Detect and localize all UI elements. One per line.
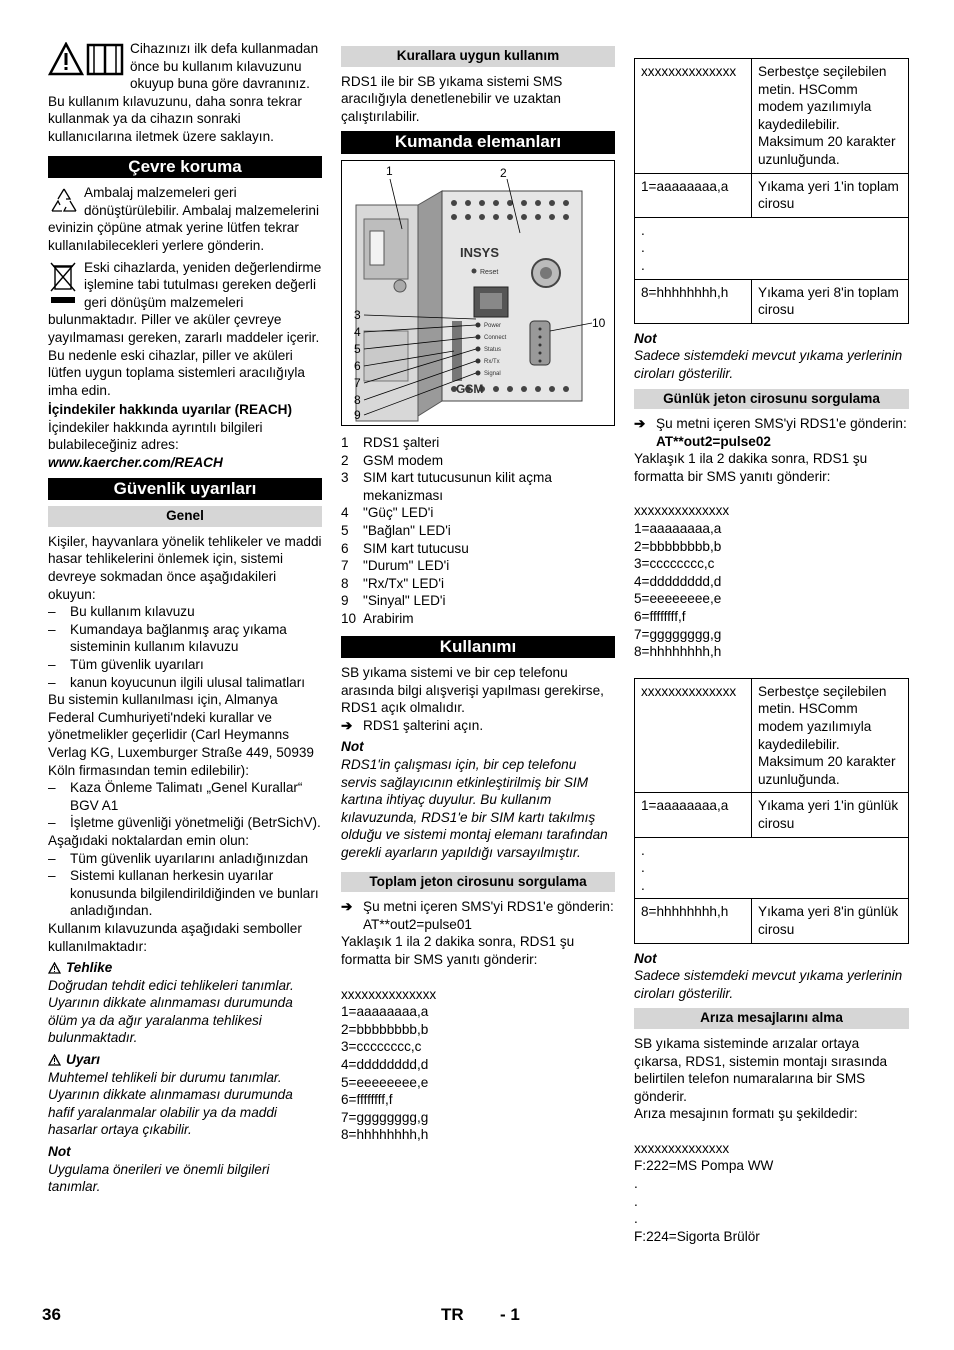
list-item: 1 RDS1 şalteri bbox=[341, 434, 440, 450]
note-text: RDS1'in çalışması için, bir cep telefonu servis sağlayıcının etkinleştirilmiş bir SIM kartına ihtiyaç duyulur. Bu kullanım kılavuzunda, RDS1'e bir SIM kartı takılmış olduğu ve sistemi montaj elemanı tarafından gerekli ayarların yapıldığı varsayılmıştır. bbox=[341, 757, 608, 861]
note-heading: Not bbox=[341, 739, 364, 755]
note-text: Sadece sistemdeki mevcut yıkama yerlerinin ciroları gösterilir. bbox=[634, 348, 903, 381]
led-label: Connect bbox=[484, 334, 507, 341]
table-row: . . . bbox=[635, 837, 909, 899]
parts-list bbox=[341, 434, 615, 628]
callout-7: 7 bbox=[354, 375, 361, 390]
note-heading: Not bbox=[634, 950, 657, 966]
column-1 bbox=[48, 40, 322, 1196]
page-number: 36 bbox=[42, 1305, 61, 1324]
section-title-safety: Güvenlik uyarıları bbox=[48, 478, 322, 501]
daily-query-command: AT**out2=pulse02 bbox=[656, 433, 771, 449]
callout-2: 2 bbox=[500, 165, 507, 180]
list-item: 5 "Bağlan" LED'i bbox=[341, 522, 451, 538]
daily-query-paragraph: Yaklaşık 1 ila 2 dakika sonra, RDS1 şu formatta bir SMS yanıtı gönderir: bbox=[634, 451, 868, 484]
fault-paragraph-2: Arıza mesajının formatı şu şekildedir: bbox=[634, 1106, 858, 1122]
note-heading: Not bbox=[48, 1144, 71, 1160]
subsection-title-general: Genel bbox=[48, 506, 322, 527]
list-item: 9 "Sinyal" LED'i bbox=[341, 593, 446, 609]
note-text: Uygulama önerileri ve önemli bilgileri tanımlar. bbox=[48, 1161, 270, 1195]
table-row: 8=hhhhhhhh,h Yıkama yeri 8'in günlük cirosu bbox=[635, 899, 909, 943]
total-response-table bbox=[634, 58, 909, 324]
list-item: 4 "Güç" LED'i bbox=[341, 505, 434, 521]
env-paragraph-1: Ambalaj malzemeleri geri dönüştürülebilir. Ambalaj malzemelerini evinizin çöpüne atmak yerine lütfen tekrar kullanılabilecekleri yerlere gönderin. bbox=[48, 185, 319, 253]
intro-block bbox=[48, 40, 322, 146]
list-item: – İşletme güvenliği yönetmeliği (BetrSichV). bbox=[48, 815, 321, 831]
callout-8: 8 bbox=[354, 392, 361, 407]
table-row: xxxxxxxxxxxxxx Serbestçe seçilebilen metin. HSComm modem yazılımıyla kaydedilebilir. Maksimum 20 karakter uzunluğunda. bbox=[635, 59, 909, 174]
reset-label: Reset bbox=[480, 268, 499, 276]
warning-heading: Uyarı bbox=[48, 1051, 322, 1069]
total-query-command: AT**out2=pulse01 bbox=[363, 916, 472, 932]
subsection-title-daily-query: Günlük jeton cirosunu sorgulama bbox=[634, 389, 909, 410]
general-list-2 bbox=[48, 779, 322, 832]
led-label: Power bbox=[484, 322, 502, 329]
list-item: 7 "Durum" LED'i bbox=[341, 558, 450, 574]
total-query-step: ➔ Şu metni içeren SMS'yi RDS1'e gönderin: bbox=[341, 899, 614, 915]
note-heading: Not bbox=[634, 330, 657, 346]
list-item: 10 Arabirim bbox=[341, 610, 414, 626]
led-label: Rx/Tx bbox=[484, 358, 500, 365]
warning-text: Muhtemel tehlikeli bir durumu tanımlar. Uyarının dikkate alınmaması durumunda hafif yaralanmalar olabilir ya da maddi hasarlar ortaya çıkabilir. bbox=[48, 1069, 293, 1138]
usage-step: ➔ RDS1 şalterini açın. bbox=[341, 717, 484, 733]
list-item: – kanun koyucunun ilgili ulusal talimatları bbox=[48, 674, 305, 690]
subsection-title-fault-messages: Arıza mesajlarını alma bbox=[634, 1008, 909, 1029]
general-paragraph-1: Kişiler, hayvanlara yönelik tehlikeler ve maddi hasar tehlikelerini önlemek için, sistemi devreye sokmadan önce aşağıdakileri okuyun: bbox=[48, 533, 322, 602]
section-title-environment: Çevre koruma bbox=[48, 156, 322, 179]
list-item: – Kumandaya bağlanmış araç yıkama sisteminin kullanım kılavuzu bbox=[48, 621, 287, 655]
callout-4: 4 bbox=[354, 324, 361, 339]
callout-3: 3 bbox=[354, 307, 361, 322]
subsection-title-intended-use: Kurallara uygun kullanım bbox=[341, 46, 615, 67]
led-label: Signal bbox=[484, 370, 501, 377]
daily-response-table bbox=[634, 678, 909, 944]
callout-1: 1 bbox=[386, 163, 393, 178]
arrow-icon: ➔ bbox=[634, 416, 646, 432]
warning-triangle-icon bbox=[48, 962, 61, 974]
callout-9: 9 bbox=[354, 407, 361, 422]
reach-title: İçindekiler hakkında uyarılar (REACH) bbox=[48, 402, 293, 418]
general-list-3 bbox=[48, 850, 322, 920]
usage-paragraph: SB yıkama sistemi ve bir cep telefonu arasında bilgi alışverişi yapılması gerekirse, RDS1 açık olmalıdır. bbox=[341, 665, 604, 716]
callout-10: 10 bbox=[592, 315, 606, 330]
list-item: – Tüm güvenlik uyarıları bbox=[48, 657, 204, 672]
device-illustration bbox=[342, 161, 614, 423]
table-row: 1=aaaaaaaa,a Yıkama yeri 1'in toplam cirosu bbox=[635, 173, 909, 217]
general-paragraph-3: Aşağıdaki noktalardan emin olun: bbox=[48, 832, 250, 848]
table-row: 8=hhhhhhhh,h Yıkama yeri 8'in toplam cirosu bbox=[635, 279, 909, 323]
list-item: – Sistemi kullanan herkesin uyarılar konusunda bilgilendirildiğinden ve bunları anladığından. bbox=[48, 868, 319, 919]
warning-book-icon bbox=[48, 42, 126, 76]
fault-paragraph-1: SB yıkama sisteminde arızalar ortaya çıkarsa, RDS1, sistemin montajı sırasında belirtilen telefon numaralarına bir SMS gönderir. bbox=[634, 1035, 888, 1104]
list-item: – Tüm güvenlik uyarılarını anladığınızdan bbox=[48, 850, 309, 866]
intro-text: Cihazınızı ilk defa kullanmadan önce bu kullanım kılavuzunu okuyup buna göre davranınız. Bu kullanım kılavuzunu, daha sonra tekrar kullanmak ya da cihazın sonraki kullanıcılarına iletmek üzere saklayın. bbox=[48, 41, 319, 144]
list-item: – Kaza Önleme Talimatı „Genel Kurallar“ BGV A1 bbox=[48, 780, 303, 813]
general-list-1 bbox=[48, 603, 322, 691]
general-paragraph-2: Bu sistemin kullanılması için, Almanya Federal Cumhuriyeti'ndeki kurallar ve yönetmelikler geçerlidir (Carl Heymanns Verlag KG, Luxemburger Straße 449, 50939 Köln firmasından temin edilebilir): bbox=[48, 692, 314, 778]
danger-heading: Tehlike bbox=[48, 959, 322, 977]
general-paragraph-4: Kullanım kılavuzunda aşağıdaki semboller kullanılmaktadır: bbox=[48, 920, 302, 954]
daily-query-step: ➔ Şu metni içeren SMS'yi RDS1'e gönderin: bbox=[634, 416, 907, 432]
arrow-icon: ➔ bbox=[341, 717, 353, 733]
column-2 bbox=[341, 40, 615, 1144]
column-3 bbox=[634, 58, 909, 1245]
intended-use-text: RDS1 ile bir SB yıkama sistemi SMS aracılığıyla denetlenebilir ve uzaktan çalıştırılabilir. bbox=[341, 73, 563, 124]
reach-url[interactable]: www.kaercher.com/REACH bbox=[48, 455, 223, 471]
danger-text: Doğrudan tehdit edici tehlikeleri tanımlar. Uyarının dikkate alınmaması durumunda ölüm ya da ağır yaralanma tehlikesi bulunmaktadır. bbox=[48, 977, 294, 1046]
reach-text: İçindekiler hakkında ayrıntılı bilgileri bulabileceğiniz adres: bbox=[48, 419, 263, 453]
total-query-response: xxxxxxxxxxxxxx 1=aaaaaaaa,a 2=bbbbbbbb,b 3=cccccccc,c 4=dddddddd,d 5=eeeeeeee,e 6=ffffffff,f 7=gggggggg,g 8=hhhhhhhh,h bbox=[341, 986, 437, 1143]
list-item: – Bu kullanım kılavuzu bbox=[48, 604, 195, 620]
crossed-bin-icon bbox=[48, 261, 78, 305]
total-query-paragraph: Yaklaşık 1 ila 2 dakika sonra, RDS1 şu formatta bir SMS yanıtı gönderir: bbox=[341, 934, 575, 967]
callout-5: 5 bbox=[354, 341, 361, 356]
table-row: . . . bbox=[635, 217, 909, 279]
daily-query-response: xxxxxxxxxxxxxx 1=aaaaaaaa,a 2=bbbbbbbb,b 3=cccccccc,c 4=dddddddd,d 5=eeeeeeee,e 6=ffffffff,f 7=gggggggg,g 8=hhhhhhhh,h bbox=[634, 503, 730, 660]
note-text: Sadece sistemdeki mevcut yıkama yerlerinin ciroları gösterilir. bbox=[634, 968, 903, 1001]
warning-triangle-icon bbox=[48, 1054, 61, 1066]
list-item: 8 "Rx/Tx" LED'i bbox=[341, 575, 444, 591]
device-figure bbox=[341, 160, 615, 426]
language-code: TR bbox=[441, 1305, 464, 1324]
callout-6: 6 bbox=[354, 358, 361, 373]
led-label: Status bbox=[484, 346, 502, 353]
page-sub-number: - 1 bbox=[500, 1305, 520, 1324]
env-paragraph-2: Eski cihazlarda, yeniden değerlendirme işlemine tabi tutulması gereken değerli geri dönüşüm malzemeleri bulunmaktadır. Piller ve aküler çevreye yayılmaması gereken, zararlı maddeler içerir. Bu nedenle eski cihazlar, piller ve aküleri lütfen uygun toplama sistemleri aracılığıyla imha edin. bbox=[48, 259, 322, 398]
brand-label: INSYS bbox=[460, 244, 500, 260]
gsm-label: GSM bbox=[456, 381, 484, 396]
list-item: 2 GSM modem bbox=[341, 452, 444, 468]
list-item: 3 SIM kart tutucusunun kilit açma mekanizması bbox=[341, 470, 552, 503]
fault-message-format: xxxxxxxxxxxxxx F:222=MS Pompa WW . . . F:224=Sigorta Brülör bbox=[634, 1140, 774, 1244]
subsection-title-total-query: Toplam jeton cirosunu sorgulama bbox=[341, 872, 615, 893]
list-item: 6 SIM kart tutucusu bbox=[341, 540, 469, 556]
recycle-icon bbox=[48, 186, 80, 218]
table-row: xxxxxxxxxxxxxx Serbestçe seçilebilen metin. HSComm modem yazılımıyla kaydedilebilir. Maksimum 20 karakter uzunluğunda. bbox=[635, 678, 909, 793]
section-title-controls: Kumanda elemanları bbox=[341, 131, 615, 154]
arrow-icon: ➔ bbox=[341, 899, 353, 915]
section-title-usage: Kullanımı bbox=[341, 636, 615, 659]
table-row: 1=aaaaaaaa,a Yıkama yeri 1'in günlük cirosu bbox=[635, 793, 909, 837]
